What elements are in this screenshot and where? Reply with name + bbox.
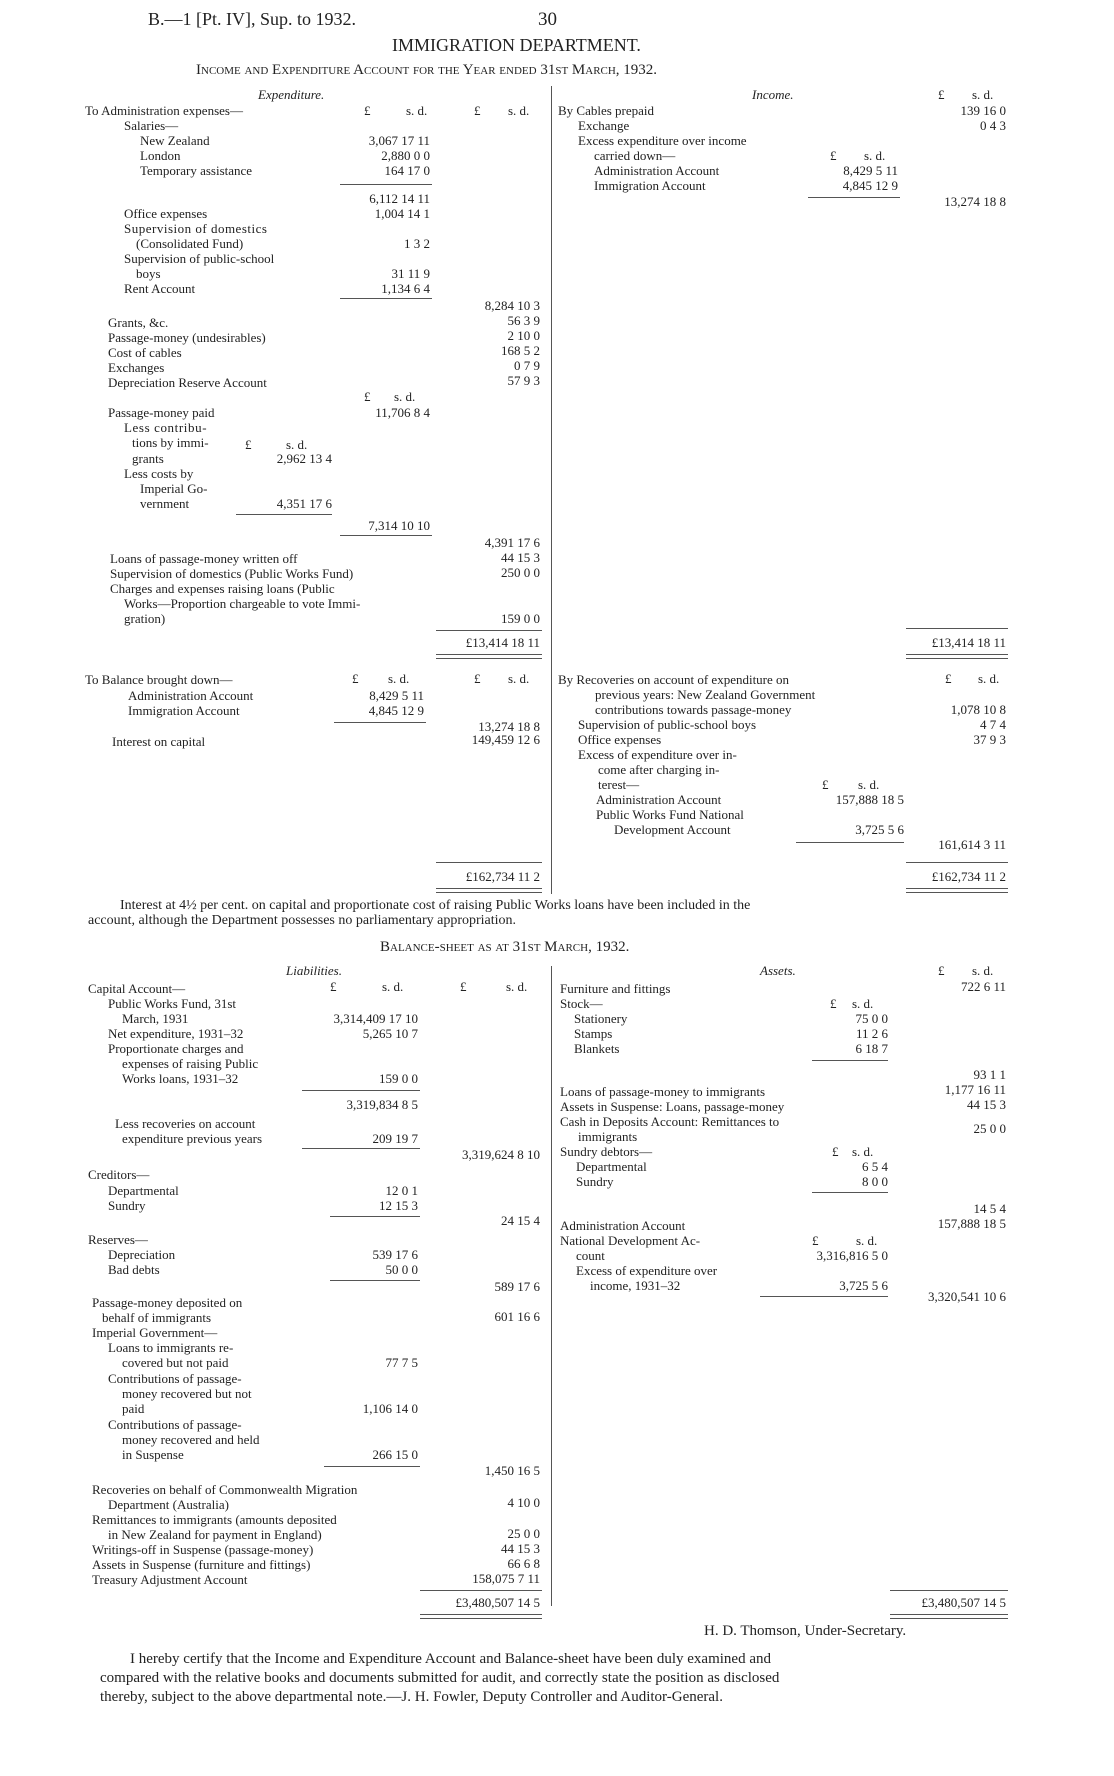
col-pound: £ <box>245 437 252 452</box>
loans-written-off-label: Loans of passage-money written off <box>110 551 298 566</box>
assets-total: £3,480,507 14 5 <box>921 1595 1006 1610</box>
imperial-total: 1,450 16 5 <box>484 1463 540 1478</box>
recoveries-label: By Recoveries on account of expenditure on <box>558 672 790 687</box>
rent-value: 1,134 6 4 <box>381 281 430 296</box>
blankets-label: Blankets <box>574 1041 620 1056</box>
assets-suspense-value: 66 6 8 <box>507 1556 540 1571</box>
pm-paid-label: Passage-money paid <box>108 405 215 420</box>
sd-dept-value: 6 5 4 <box>862 1159 888 1174</box>
sundry-debtors-total: 14 5 4 <box>973 1201 1006 1216</box>
admin-total: 8,284 10 3 <box>484 298 540 313</box>
sundry-debtors-label: Sundry debtors— <box>560 1144 653 1159</box>
bal-immigration-value: 4,845 12 9 <box>368 703 424 718</box>
res-bad-label: Bad debts <box>108 1262 160 1277</box>
excess-interest-total: 161,614 3 11 <box>938 837 1006 852</box>
grants-label: Grants, &c. <box>108 315 169 330</box>
pwf-1931-label: Public Works Fund, 31st <box>108 996 237 1011</box>
admin-account-asset-label: Administration Account <box>560 1218 686 1233</box>
imp-loans-label-2: covered but not paid <box>122 1355 229 1370</box>
liabilities-heading: Liabilities. <box>286 963 342 978</box>
imp-suspense-value: 266 15 0 <box>372 1447 418 1462</box>
col-sd: s. d. <box>856 1233 878 1248</box>
admin-account-value: 8,429 5 11 <box>843 163 898 178</box>
stationery-label: Stationery <box>574 1011 628 1026</box>
department-title: IMMIGRATION DEPARTMENT. <box>392 35 641 55</box>
commonwealth-label-2: Department (Australia) <box>108 1497 229 1512</box>
treasury-label: Treasury Adjustment Account <box>92 1572 248 1587</box>
cables-value: 168 5 2 <box>501 343 540 358</box>
col-pound: £ <box>364 103 371 118</box>
less-recoveries-value: 209 19 7 <box>372 1131 418 1146</box>
res-dep-value: 539 17 6 <box>372 1247 418 1262</box>
col-pound: £ <box>330 979 337 994</box>
excess-interest-label: Excess of expenditure over in- <box>578 747 737 762</box>
less-costs-label-3: vernment <box>140 496 190 511</box>
nda-value: 3,316,816 5 0 <box>816 1248 888 1263</box>
recoveries-label-2: previous years: New Zealand Government <box>595 687 816 702</box>
col-pound: £ <box>364 389 371 404</box>
passage-undesirables-value: 2 10 0 <box>507 328 540 343</box>
grants-value: 56 3 9 <box>507 313 540 328</box>
document-reference: B.—1 [Pt. IV], Sup. to 1932. <box>148 9 357 29</box>
balance-sheet-title: Balance-sheet as at 31st March, 1932. <box>380 939 630 955</box>
ie-account-title: Income and Expenditure Account for the Year ended 31st March, 1932. <box>196 62 658 78</box>
assets-suspense-a-value: 44 15 3 <box>967 1097 1006 1112</box>
sup-domestics-label-2: (Consolidated Fund) <box>136 236 244 251</box>
proportionate-label-3: Works loans, 1931–32 <box>122 1071 239 1086</box>
london-label: London <box>140 148 181 163</box>
col-sd: s. d. <box>382 979 404 994</box>
depreciation-value: 57 9 3 <box>507 373 540 388</box>
assets-suspense-a-label: Assets in Suspense: Loans, passage-money <box>560 1099 785 1114</box>
income-total: £13,414 18 11 <box>931 635 1006 650</box>
col-pound: £ <box>352 671 359 686</box>
sup-domestics-label: Supervision of domestics <box>124 221 268 236</box>
net-expenditure-label: Net expenditure, 1931–32 <box>108 1026 244 1041</box>
pm-paid-value: 11,706 8 4 <box>375 405 430 420</box>
capital-subtotal: 3,319,834 8 5 <box>346 1097 418 1112</box>
assets-heading: Assets. <box>760 963 796 978</box>
cables-label: Cost of cables <box>108 345 182 360</box>
remittances-label: Remittances to immigrants (amounts deposited <box>92 1512 337 1527</box>
signature: H. D. Thomson, Under-Secretary. <box>704 1623 907 1639</box>
excess-asset-value: 3,725 5 6 <box>839 1278 888 1293</box>
depreciation-label: Depreciation Reserve Account <box>108 375 267 390</box>
less-recoveries-label-2: expenditure previous years <box>122 1131 263 1146</box>
less-contrib-value: 2,962 13 4 <box>276 451 332 466</box>
admin-expenses-label: To Administration expenses— <box>85 103 243 118</box>
cred-dept-value: 12 0 1 <box>385 1183 418 1198</box>
cables-prepaid-value: 139 16 0 <box>960 103 1006 118</box>
certificate-line-1: I hereby certify that the Income and Expenditure Account and Balance-sheet have been duly examined and <box>130 1651 771 1667</box>
col-sd: s. d. <box>852 996 874 1011</box>
sup-boys-label: Supervision of public-school <box>124 251 275 266</box>
pwf-label: Public Works Fund National <box>596 807 744 822</box>
col-sd: s. d. <box>388 671 410 686</box>
less-contrib-label-2: tions by immi- <box>132 435 209 450</box>
remittances-label-2: in New Zealand for payment in England) <box>108 1527 322 1542</box>
liabilities-total: £3,480,507 14 5 <box>455 1595 540 1610</box>
commonwealth-label: Recoveries on behalf of Commonwealth Migration <box>92 1482 358 1497</box>
interest-label: Interest on capital <box>112 734 206 749</box>
immigration-account-value: 4,845 12 9 <box>842 178 898 193</box>
col-pound: £ <box>830 996 837 1011</box>
furniture-value: 722 6 11 <box>960 979 1006 994</box>
bal-admin-value: 8,429 5 11 <box>369 688 424 703</box>
col-pound: £ <box>474 671 481 686</box>
pwf-value: 3,725 5 6 <box>855 822 904 837</box>
capital-total: 3,319,624 8 10 <box>462 1147 540 1162</box>
admin-account-asset-value: 157,888 18 5 <box>937 1216 1006 1231</box>
page-number: 30 <box>538 9 557 30</box>
reserves-total: 589 17 6 <box>494 1279 540 1294</box>
exchanges-value: 0 7 9 <box>514 358 540 373</box>
remittances-value: 25 0 0 <box>507 1526 540 1541</box>
col-sd: s. d. <box>394 389 416 404</box>
col-pound: £ <box>938 963 945 978</box>
imp-contrib-label: Contributions of passage- <box>108 1371 242 1386</box>
writings-off-label: Writings-off in Suspense (passage-money) <box>92 1542 314 1557</box>
rent-label: Rent Account <box>124 281 196 296</box>
pm-net-value: 4,391 17 6 <box>484 535 540 550</box>
col-sd: s. d. <box>852 1144 874 1159</box>
stamps-value: 11 2 6 <box>855 1026 888 1041</box>
res-bad-value: 50 0 0 <box>385 1262 418 1277</box>
excess-asset-label-2: income, 1931–32 <box>590 1278 681 1293</box>
assets-suspense-label: Assets in Suspense (furniture and fittings) <box>92 1557 311 1572</box>
excess-interest-label-3: terest— <box>598 777 640 792</box>
charges-label-2: Works—Proportion chargeable to vote Immi- <box>124 596 361 611</box>
grand-total-right: £162,734 11 2 <box>931 869 1006 884</box>
res-dep-label: Depreciation <box>108 1247 176 1262</box>
salaries-total: 6,112 14 11 <box>369 191 430 206</box>
cred-dept-label: Departmental <box>108 1183 179 1198</box>
less-costs-label: Less costs by <box>124 466 194 481</box>
sup-domestics-value: 1 3 2 <box>404 236 430 251</box>
excess-asset-label: Excess of expenditure over <box>576 1263 718 1278</box>
nz-value: 3,067 17 11 <box>368 133 430 148</box>
cred-sundry-label: Sundry <box>108 1198 146 1213</box>
office-label: Office expenses <box>124 206 208 221</box>
pwf-1931-label-2: March, 1931 <box>122 1011 189 1026</box>
creditors-label: Creditors— <box>88 1167 150 1182</box>
stamps-label: Stamps <box>574 1026 613 1041</box>
treasury-value: 158,075 7 11 <box>472 1571 540 1586</box>
loans-written-off-value: 44 15 3 <box>501 550 540 565</box>
office-income-value: 37 9 3 <box>973 732 1006 747</box>
imp-loans-label: Loans to immigrants re- <box>108 1340 234 1355</box>
salaries-label: Salaries— <box>124 118 179 133</box>
col-sd: s. d. <box>972 963 994 978</box>
excess-admin-value: 157,888 18 5 <box>835 792 904 807</box>
certificate-line-3: thereby, subject to the above departmental note.—J. H. Fowler, Deputy Controller and Auditor-General. <box>100 1689 723 1705</box>
proportionate-label-2: expenses of raising Public <box>122 1056 259 1071</box>
col-pound: £ <box>832 1144 839 1159</box>
col-pound: £ <box>938 87 945 102</box>
recoveries-value: 1,078 10 8 <box>950 702 1006 717</box>
temp-value: 164 17 0 <box>384 163 430 178</box>
cash-label-2: immigrants <box>578 1129 638 1144</box>
col-pound: £ <box>830 148 837 163</box>
less-costs-value: 4,351 17 6 <box>276 496 332 511</box>
sup-boys-label-2: boys <box>136 266 161 281</box>
excess-label-2: carried down— <box>594 148 676 163</box>
exchange-value: 0 4 3 <box>980 118 1006 133</box>
cash-value: 25 0 0 <box>973 1121 1006 1136</box>
capital-account-label: Capital Account— <box>88 981 186 996</box>
reserves-label: Reserves— <box>88 1232 148 1247</box>
charges-value: 159 0 0 <box>501 611 540 626</box>
col-sd: s. d. <box>972 87 994 102</box>
interest-note-line-1: Interest at 4½ per cent. on capital and proportionate cost of raising Public Works loans have been included in the <box>120 898 751 913</box>
recoveries-label-3: contributions towards passage-money <box>595 702 792 717</box>
less-recoveries-label: Less recoveries on account <box>115 1116 256 1131</box>
furniture-label: Furniture and fittings <box>560 981 671 996</box>
stock-total: 93 1 1 <box>973 1067 1006 1082</box>
imp-contrib-label-2: money recovered but not <box>122 1386 252 1401</box>
blankets-value: 6 18 7 <box>855 1041 888 1056</box>
bal-admin-label: Administration Account <box>128 688 254 703</box>
less-costs-label-2: Imperial Go- <box>140 481 208 496</box>
sup-boys-income-label: Supervision of public-school boys <box>578 717 757 732</box>
stock-label: Stock— <box>560 996 603 1011</box>
exchange-label: Exchange <box>578 118 630 133</box>
imp-loans-value: 77 7 5 <box>385 1355 418 1370</box>
nda-total: 3,320,541 10 6 <box>928 1289 1006 1304</box>
pm-deposited-label-2: behalf of immigrants <box>102 1310 212 1325</box>
excess-label: Excess expenditure over income <box>578 133 747 148</box>
ie-column-divider <box>551 86 552 894</box>
sup-boys-value: 31 11 9 <box>391 266 430 281</box>
passage-undesirables-label: Passage-money (undesirables) <box>108 330 266 345</box>
office-income-label: Office expenses <box>578 732 662 747</box>
admin-account-label: Administration Account <box>594 163 720 178</box>
col-pound: £ <box>945 671 952 686</box>
proportionate-label: Proportionate charges and <box>108 1041 244 1056</box>
imp-contrib-label-3: paid <box>122 1401 145 1416</box>
office-value: 1,004 14 1 <box>374 206 430 221</box>
interest-note-line-2: account, although the Department possesses no parliamentary appropriation. <box>88 913 517 928</box>
col-pound: £ <box>812 1233 819 1248</box>
loans-pm-value: 1,177 16 11 <box>944 1082 1006 1097</box>
imp-suspense-label: Contributions of passage- <box>108 1417 242 1432</box>
expenditure-total: £13,414 18 11 <box>465 635 540 650</box>
cred-sundry-value: 12 15 3 <box>379 1198 418 1213</box>
interest-value: 149,459 12 6 <box>471 732 540 747</box>
certificate-line-2: compared with the relative books and documents submitted for audit, and correctly state the position as disclosed <box>100 1670 780 1686</box>
charges-label-3: gration) <box>124 611 166 626</box>
imp-suspense-label-3: in Suspense <box>122 1447 184 1462</box>
less-contrib-label-3: grants <box>132 451 164 466</box>
less-contrib-label: Less contribu- <box>124 420 208 435</box>
creditors-total: 24 15 4 <box>501 1213 540 1228</box>
london-value: 2,880 0 0 <box>381 148 430 163</box>
excess-admin-label: Administration Account <box>596 792 722 807</box>
cables-prepaid-label: By Cables prepaid <box>558 103 655 118</box>
pwf-1931-value: 3,314,409 17 10 <box>333 1011 418 1026</box>
col-sd: s. d. <box>406 103 428 118</box>
nda-label-2: count <box>576 1248 605 1263</box>
net-expenditure-value: 5,265 10 7 <box>362 1026 418 1041</box>
col-pound: £ <box>460 979 467 994</box>
sd-sundry-label: Sundry <box>576 1174 614 1189</box>
col-sd: s. d. <box>978 671 1000 686</box>
pm-deposited-value: 601 16 6 <box>494 1309 540 1324</box>
immigration-account-label: Immigration Account <box>594 178 706 193</box>
cash-label: Cash in Deposits Account: Remittances to <box>560 1114 780 1129</box>
proportionate-value: 159 0 0 <box>379 1071 418 1086</box>
sup-boys-income-value: 4 7 4 <box>980 717 1006 732</box>
balance-bd-label: To Balance brought down— <box>85 672 233 687</box>
nda-label: National Development Ac- <box>560 1233 701 1248</box>
pm-deposited-label: Passage-money deposited on <box>92 1295 243 1310</box>
commonwealth-value: 4 10 0 <box>507 1495 540 1510</box>
income-heading: Income. <box>752 87 794 102</box>
nz-label: New Zealand <box>140 133 210 148</box>
expenditure-heading: Expenditure. <box>258 87 325 102</box>
sd-sundry-value: 8 0 0 <box>862 1174 888 1189</box>
excess-total: 13,274 18 8 <box>944 194 1006 209</box>
grand-total-left: £162,734 11 2 <box>465 869 540 884</box>
imperial-label: Imperial Government— <box>92 1325 218 1340</box>
less-total: 7,314 10 10 <box>368 518 430 533</box>
charges-label: Charges and expenses raising loans (Public <box>110 581 335 596</box>
col-sd: s. d. <box>506 979 528 994</box>
imp-suspense-label-2: money recovered and held <box>122 1432 260 1447</box>
bal-immigration-label: Immigration Account <box>128 703 240 718</box>
col-pound: £ <box>822 777 829 792</box>
col-sd: s. d. <box>864 148 886 163</box>
col-sd: s. d. <box>858 777 880 792</box>
writings-off-value: 44 15 3 <box>501 1541 540 1556</box>
temp-label: Temporary assistance <box>140 163 253 178</box>
col-pound: £ <box>474 103 481 118</box>
pwf-label-2: Development Account <box>614 822 731 837</box>
balance-total: 13,274 18 8 <box>478 719 540 734</box>
col-sd: s. d. <box>508 103 530 118</box>
col-sd: s. d. <box>508 671 530 686</box>
col-sd: s. d. <box>286 437 308 452</box>
sd-dept-label: Departmental <box>576 1159 647 1174</box>
stationery-value: 75 0 0 <box>855 1011 888 1026</box>
sup-domestics-pw-label: Supervision of domestics (Public Works Fund) <box>110 566 354 581</box>
imp-contrib-value: 1,106 14 0 <box>362 1401 418 1416</box>
excess-interest-label-2: come after charging in- <box>598 762 720 777</box>
sup-domestics-pw-value: 250 0 0 <box>501 565 540 580</box>
loans-pm-label: Loans of passage-money to immigrants <box>560 1084 766 1099</box>
exchanges-label: Exchanges <box>108 360 165 375</box>
bs-column-divider <box>551 966 552 1606</box>
